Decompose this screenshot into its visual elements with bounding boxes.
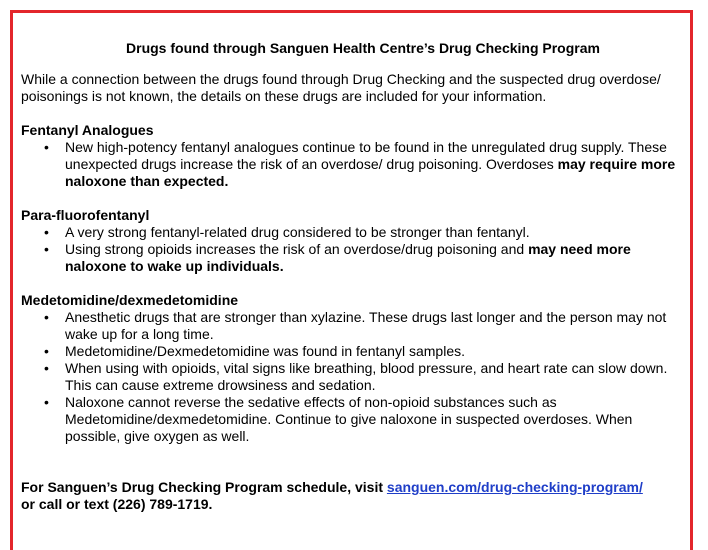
list-fentanyl-analogues [21,139,689,190]
section-heading-para-fluorofentanyl: Para-fluorofentanyl [21,207,150,223]
item-emphasis: may need more naloxone to wake up individuals. [65,241,631,274]
item-emphasis: may require more naloxone than expected. [65,156,676,189]
item-text: New high-potency fentanyl analogues continue to be found in the unregulated drug supply. These unexpected drugs increase the risk of an overdose/ drug poisoning. Overdoses [65,139,667,172]
list-medetomidine [21,309,689,445]
footer-contact [21,479,689,513]
list-item [65,241,689,275]
item-text: Naloxone cannot reverse the sedative effects of non-opioid substances such as Medetomidine/dexmedetomidine. Continue to give naloxone in suspected overdoses. When possible, give oxygen as well. [65,394,633,444]
list-para-fluorofentanyl [21,224,689,275]
list-item [65,224,689,241]
list-item [65,360,689,394]
list-item [65,394,689,445]
footer-prefix: For Sanguen’s Drug Checking Program schedule, visit [21,479,387,495]
item-text: A very strong fentanyl-related drug considered to be stronger than fentanyl. [65,224,530,240]
intro-paragraph: While a connection between the drugs found through Drug Checking and the suspected drug overdose/ poisonings is not known, the details on these drugs are included for your information. [21,71,661,104]
item-text: Anesthetic drugs that are stronger than xylazine. These drugs last longer and the person may not wake up for a long time. [65,309,667,342]
list-item [65,139,689,190]
item-text: Using strong opioids increases the risk of an overdose/drug poisoning and [65,241,529,257]
footer-phone: or call or text (226) 789-1719. [21,496,213,512]
item-text: Medetomidine/Dexmedetomidine was found in fentanyl samples. [65,343,465,359]
list-item [65,309,689,343]
page-title: Drugs found through Sanguen Health Centre’s Drug Checking Program [126,40,600,56]
section-heading-medetomidine: Medetomidine/dexmedetomidine [21,292,239,308]
item-text: When using with opioids, vital signs like breathing, blood pressure, and heart rate can slow down. This can cause extreme drowsiness and sedation. [65,360,668,393]
document-content [21,40,689,513]
drug-checking-program-link[interactable]: sanguen.com/drug-checking-program/ [386,479,643,495]
section-heading-fentanyl-analogues: Fentanyl Analogues [21,122,154,138]
list-item [65,343,689,360]
